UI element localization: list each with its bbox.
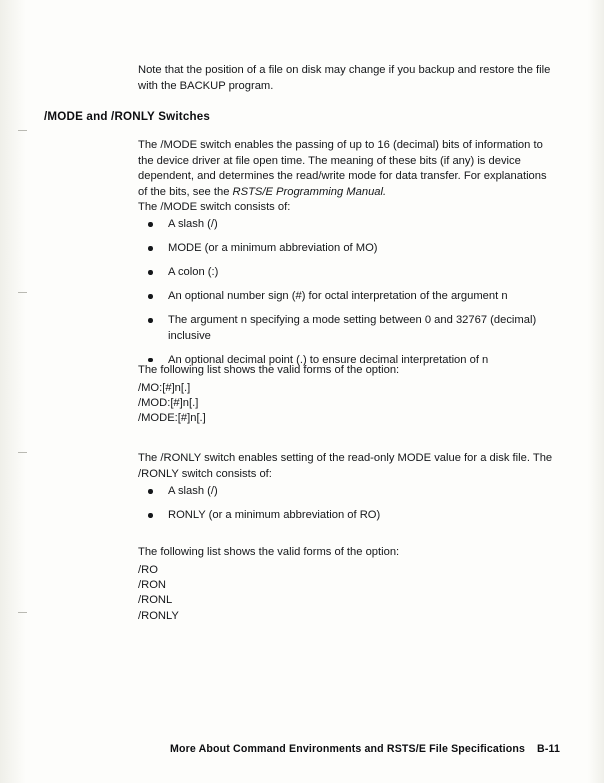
- mode-forms-block: [138, 381, 558, 427]
- list-item: [138, 508, 558, 524]
- list-item: [138, 265, 558, 281]
- page-footer: [44, 743, 560, 755]
- list-item-label: RONLY (or a minimum abbreviation of RO): [168, 509, 381, 521]
- list-item-label: An optional number sign (#) for octal interpretation of the argument n: [168, 290, 508, 302]
- bullet-dot-icon: [148, 513, 153, 518]
- manual-title-reference: RSTS/E Programming Manual.: [232, 185, 387, 198]
- ronly-forms-lead: The following list shows the valid forms of the option:: [138, 546, 400, 559]
- mode-form-line: /MO:[#]n[.]: [138, 382, 191, 394]
- list-item: [138, 313, 558, 344]
- mode-form-line: /MOD:[#]n[.]: [138, 397, 199, 410]
- list-item-label: An optional decimal point (.) to ensure decimal interpretation of n: [168, 353, 489, 366]
- page-number: B-11: [537, 743, 560, 755]
- mode-intro-text: The /MODE switch enables the passing of up to 16 (decimal) bits of information to the device driver at file open time. The meaning of these bits (if any) is device dependent, and determines the read/write mode for data transfer. For explanations of the bits, see the: [138, 139, 547, 198]
- list-item-label: MODE (or a minimum abbreviation of MO): [168, 242, 378, 254]
- ronly-bullet-list: [138, 484, 558, 532]
- mode-consists-lead: The /MODE switch consists of:: [138, 201, 291, 214]
- list-item-label: A slash (/): [168, 218, 218, 230]
- bullet-dot-icon: [148, 294, 153, 299]
- ronly-form-line: /RONLY: [138, 609, 179, 622]
- intro-paragraph: Note that the position of a file on disk may change if you backup and restore the file with the BACKUP program.: [138, 64, 551, 92]
- mode-form-line: /MODE:[#]n[.]: [138, 412, 206, 425]
- mode-intro-paragraph: [138, 138, 558, 200]
- bullet-dot-icon: [148, 222, 153, 227]
- ronly-form-line: /RONL: [138, 594, 173, 607]
- list-item-label: A colon (:): [168, 266, 219, 278]
- list-item: [138, 289, 558, 305]
- section-heading: /MODE and /RONLY Switches: [44, 109, 211, 123]
- mode-bullet-list: [138, 217, 558, 377]
- bullet-dot-icon: [148, 270, 153, 275]
- ronly-intro-paragraph: The /RONLY switch enables setting of the read-only MODE value for a disk file. The /RONLY switch consists of:: [138, 452, 553, 480]
- bullet-dot-icon: [148, 489, 153, 494]
- footer-title: More About Command Environments and RSTS/E File Specifications: [170, 743, 526, 755]
- bullet-dot-icon: [148, 246, 153, 251]
- ronly-form-line: /RO: [138, 564, 158, 576]
- list-item: [138, 217, 558, 233]
- list-item: [138, 241, 558, 257]
- list-item-label: The argument n specifying a mode setting between 0 and 32767 (decimal) inclusive: [168, 314, 537, 342]
- list-item: [138, 484, 558, 500]
- ronly-forms-block: [138, 563, 558, 624]
- mode-forms-lead: The following list shows the valid forms of the option:: [138, 364, 400, 377]
- ronly-form-line: /RON: [138, 579, 166, 592]
- list-item-label: A slash (/): [168, 485, 218, 497]
- bullet-dot-icon: [148, 358, 153, 363]
- bullet-dot-icon: [148, 318, 153, 323]
